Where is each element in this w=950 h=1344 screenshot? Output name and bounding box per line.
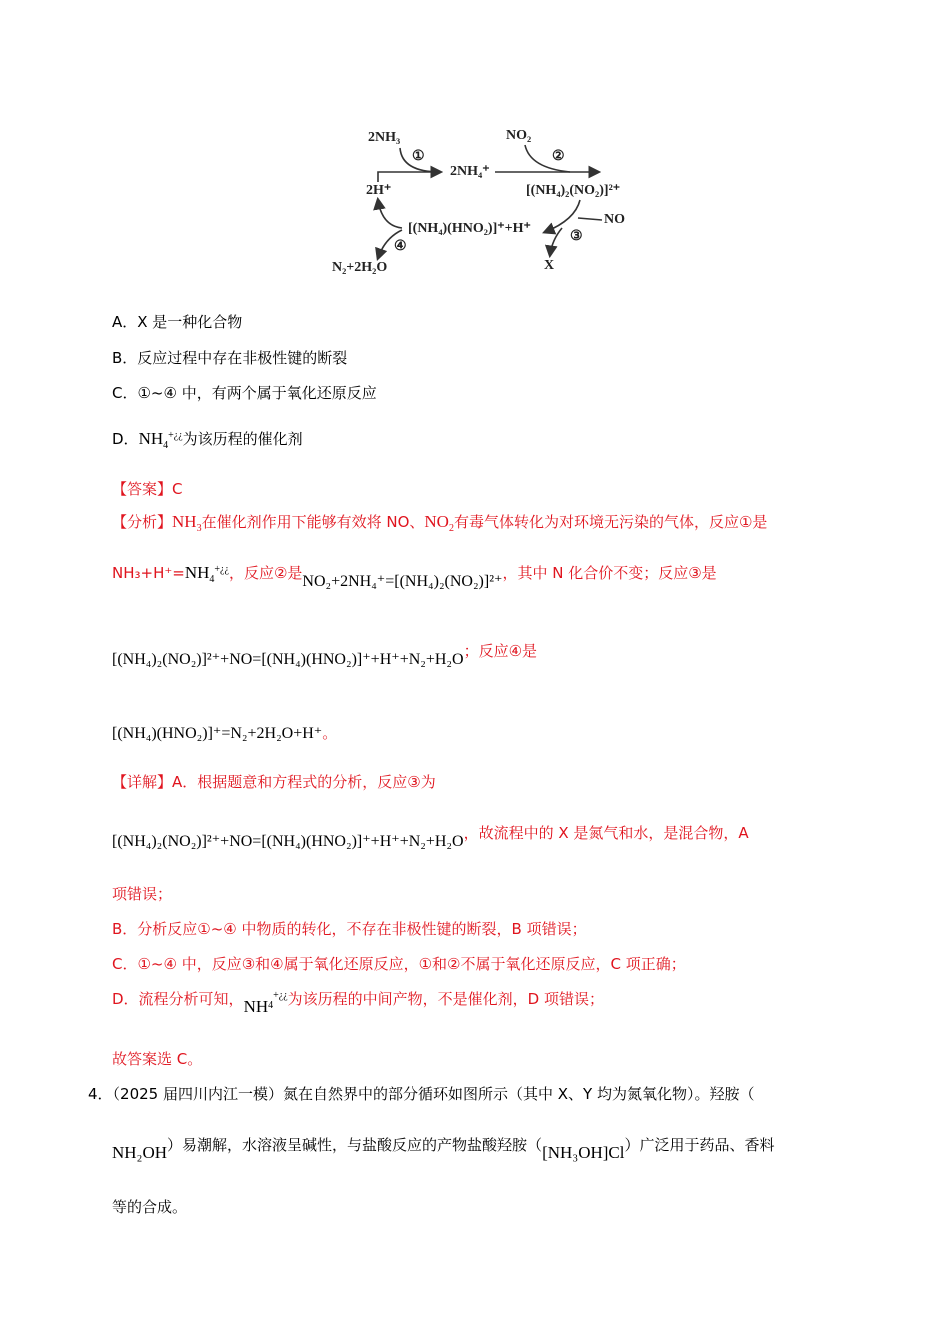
analysis-text-b: 有毒气体转化为对环境无污染的气体，反应①是 [453, 513, 768, 531]
detail-a-intro: A．根据题意和方程式的分析，反应③为 [172, 773, 436, 791]
analysis-line2-nh4-sup: +¿¿ [214, 564, 229, 575]
option-a: A．X 是一种化合物 [112, 313, 243, 331]
analysis-line1 [112, 511, 767, 532]
label-no: NO [604, 212, 625, 227]
detail-c: C．①~④ 中，反应③和④属于氧化还原反应，①和②不属于氧化还原反应，C 项正确； [112, 955, 686, 973]
answer-value: C [172, 480, 183, 498]
analysis-line2-eq: NO₂+2NH₄⁺=[(NH₄)₂(NO₂)]²⁺ [302, 573, 503, 590]
option-d-prefix: D． [112, 430, 139, 448]
analysis-line2-c: ，其中 N 化合价不变；反应③是 [502, 564, 717, 582]
option-d-sup: +¿¿ [168, 430, 183, 441]
option-b: B．反应过程中存在非极性键的断裂 [112, 349, 348, 367]
answer-label: 【答案】 [112, 480, 173, 498]
label-complex2: [(NH₄)(HNO₂)]⁺+H⁺ [408, 221, 531, 236]
analysis-eq4-tail: 。 [322, 724, 338, 742]
option-d-sub: 4 [163, 440, 169, 451]
detail-a-intro-line [112, 771, 436, 792]
analysis-line2-b: ，反应②是 [228, 564, 303, 582]
analysis-eq4: [(NH₄)(HNO₂)]⁺=N₂+2H₂O+H⁺ [112, 725, 323, 742]
analysis-eq3-tail: ；反应④是 [463, 642, 538, 660]
label-2nh3: 2NH₃ [368, 130, 401, 145]
detail-a-eq-line [112, 822, 749, 850]
analysis-no2: NO [424, 512, 449, 531]
label-complex1: [(NH₄)₂(NO₂)]²⁺ [526, 183, 621, 198]
label-x: X [544, 258, 555, 273]
question4-line1 [88, 1083, 754, 1104]
label-step4: ④ [394, 239, 407, 254]
label-step3: ③ [570, 229, 583, 244]
analysis-nh3: NH [172, 512, 197, 531]
detail-b: B．分析反应①~④ 中物质的转化，不存在非极性键的断裂，B 项错误； [112, 920, 587, 938]
arrow-no-join [578, 218, 602, 220]
label-2nh4: 2NH₄⁺ [450, 164, 490, 179]
analysis-line2-nh4: NH [184, 563, 210, 582]
arrow-x-out [550, 228, 562, 255]
analysis-label: 【分析】 [112, 513, 173, 531]
question4-text2: ）易潮解，水溶液呈碱性，与盐酸反应的产物盐酸羟胺（ [167, 1136, 543, 1154]
question4-formula2: [NH₃OH]Cl [542, 1143, 625, 1162]
analysis-line2 [112, 562, 717, 590]
question4-formula1: NH₂OH [112, 1143, 168, 1162]
analysis-nh3-sub: 3 [196, 523, 202, 534]
detail-d-sub: 4 [268, 1000, 274, 1011]
detail-d-line [112, 988, 604, 1016]
label-no2: NO₂ [506, 128, 532, 143]
label-products: N₂+2H₂O [332, 260, 388, 275]
analysis-line2-a: NH₃+H⁺= [112, 564, 185, 582]
detail-d-formula: NH [243, 997, 269, 1016]
arrow-return [378, 200, 402, 228]
answer-line [112, 478, 183, 499]
label-step2: ② [552, 149, 565, 164]
option-d-formula: NH [138, 429, 164, 448]
analysis-no2-sub: 2 [448, 523, 454, 534]
label-2hplus: 2H⁺ [366, 183, 392, 198]
question4-text3: ）广泛用于药品、香料 [624, 1136, 775, 1154]
analysis-eq3: [(NH₄)₂(NO₂)]²⁺+NO=[(NH₄)(HNO₂)]⁺+H⁺+N₂+H₂O [112, 651, 464, 668]
option-d [112, 428, 303, 449]
arrow-hplus-join [378, 172, 438, 182]
label-step1: ① [412, 149, 425, 164]
option-c: C．①~④ 中，有两个属于氧化还原反应 [112, 384, 377, 402]
analysis-text-a: 在催化剂作用下能够有效将 NO、 [201, 513, 425, 531]
option-d-suffix: 为该历程的催化剂 [182, 430, 303, 448]
detail-d-sup: +¿¿ [273, 990, 288, 1001]
detail-a-text: ，故流程中的 X 是氮气和水，是混合物，A [463, 824, 749, 842]
question4-text1: （2025 届四川内江一模）氮在自然界中的部分循环如图所示（其中 X、Y 均为氮氧化物）。羟胺（ [112, 1085, 755, 1103]
analysis-line2-nh4-sub: 4 [209, 574, 215, 585]
question4-text4: 等的合成。 [112, 1198, 188, 1216]
detail-conclusion: 故答案选 C。 [112, 1050, 203, 1068]
analysis-eq3-line [112, 640, 538, 668]
analysis-eq4-line [112, 722, 337, 743]
detail-d-b: 为该历程的中间产物，不是催化剂，D 项错误； [287, 990, 604, 1008]
question4-number: 4． [88, 1085, 113, 1103]
detail-d-a: D．流程分析可知， [112, 990, 244, 1008]
question4-line2 [112, 1134, 775, 1162]
detail-a-text2: 项错误； [112, 885, 173, 903]
detail-a-eq: [(NH₄)₂(NO₂)]²⁺+NO=[(NH₄)(HNO₂)]⁺+H⁺+N₂+H₂O [112, 833, 464, 850]
detail-label: 【详解】 [112, 773, 173, 791]
reaction-cycle-diagram [330, 120, 640, 285]
